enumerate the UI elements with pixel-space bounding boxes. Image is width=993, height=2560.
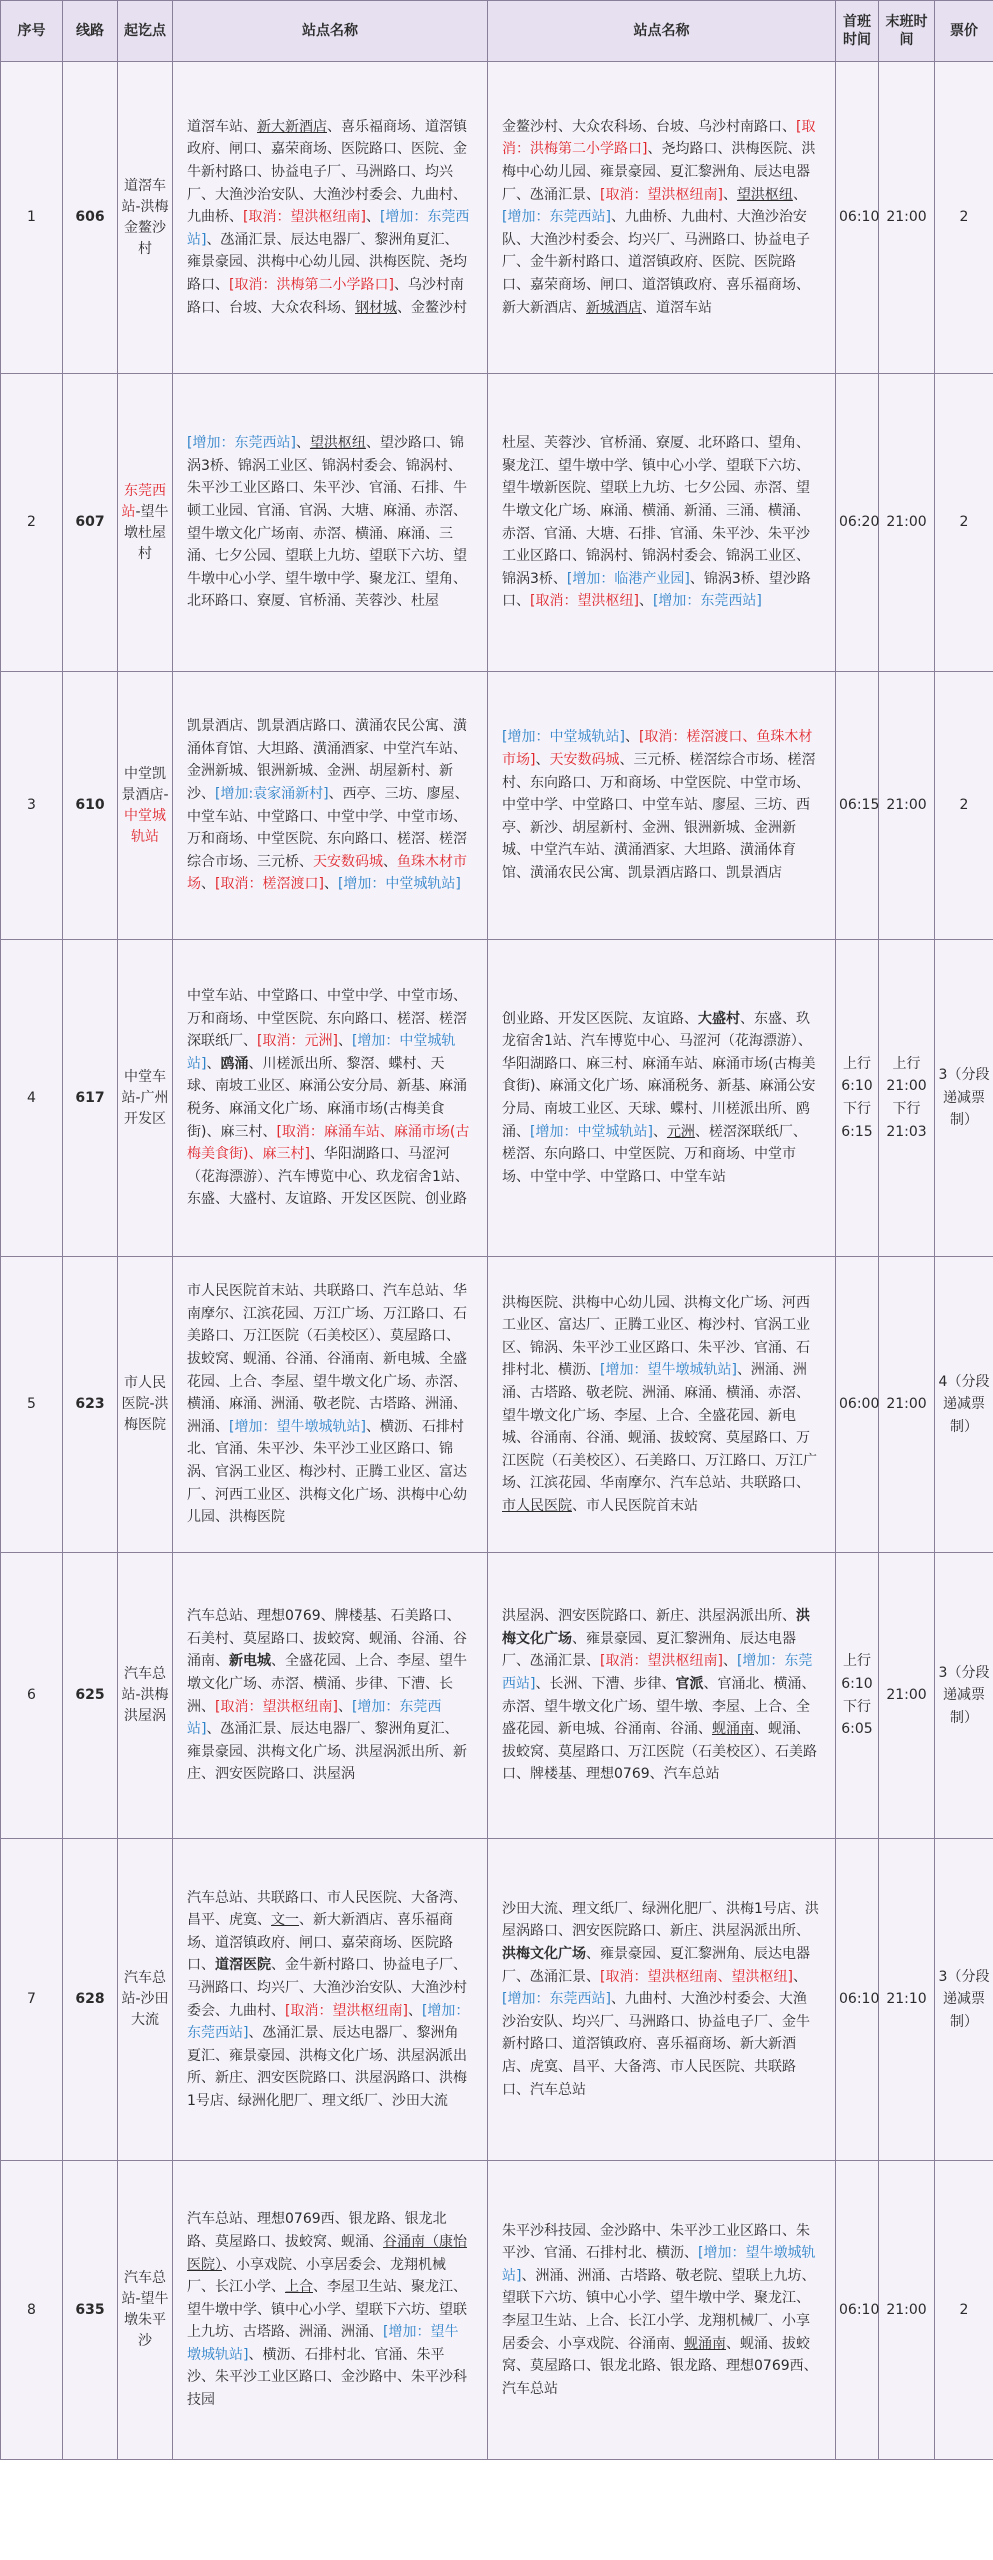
row-number: 4 bbox=[1, 940, 63, 1257]
stop-text: 新电城 bbox=[229, 1653, 271, 1670]
stop-text: 、洲涌、洲涌、古塔路、敬老院、望联上九坊、望联下六坊、镇中心小学、望牛墩中学、聚龙江、李屋卫生站、上合、长江小学、龙翔机械厂、小享居委会、小享戏院、谷涌南、 bbox=[502, 2267, 816, 2352]
stops-outbound bbox=[173, 1839, 488, 2161]
stop-text: 望洪枢纽 bbox=[309, 435, 366, 452]
header-first-bus: 首班时间 bbox=[836, 1, 879, 62]
last-bus-time: 上行 21:00 下行 21:03 bbox=[879, 940, 935, 1257]
stop-text: 洪屋涡、泗安医院路口、新庄、洪屋涡派出所、 bbox=[502, 1608, 796, 1625]
route-number: 607 bbox=[63, 374, 118, 672]
added-stop-note: [增加：望牛墩城轨站] bbox=[502, 2245, 816, 2284]
stop-text: 、九曲桥、九曲村、大渔沙治安队、大渔沙村委会、均兴厂、马洲路口、协益电子厂、金牛新村路口、道滘镇政府、医院、医院路口、嘉荣商场、闸口、道滘镇政府、喜乐福商场、新大新酒店、 bbox=[502, 209, 810, 316]
stop-text: 大盛村 bbox=[698, 1010, 740, 1027]
row-number: 6 bbox=[1, 1553, 63, 1839]
stop-text: 洪梅文化广场 bbox=[502, 1946, 586, 1963]
fare: 2 bbox=[935, 2161, 993, 2460]
stop-text: 谷涌南（康怡医院） bbox=[187, 2233, 467, 2273]
stop-text: 汽车总站、理想0769西、银龙路、银龙北路、莫屋路口、拔蛟窝、蚬涌、 bbox=[187, 2211, 447, 2250]
stop-text: 、 bbox=[624, 729, 639, 746]
stop-text: 中堂凯景酒店- bbox=[121, 765, 169, 803]
stops-inbound bbox=[488, 374, 836, 672]
route-number: 635 bbox=[63, 2161, 118, 2460]
stop-text: 朱平沙科技园、金沙路中、朱平沙工业区路口、朱平沙、官涌、石排村北、横沥、 bbox=[502, 2222, 810, 2262]
removed-stop-note: [取消：麻涌车站、麻涌市场(古梅美食街)、麻三村] bbox=[187, 1123, 470, 1163]
stop-text: 、小享戏院、小享居委会、龙翔机械厂、长江小学、 bbox=[187, 2256, 446, 2296]
route-endpoints bbox=[118, 62, 173, 374]
stops-outbound bbox=[173, 672, 488, 940]
stop-text: 创业路、开发区医院、友谊路、 bbox=[502, 1010, 698, 1027]
stop-text: 、 bbox=[337, 1698, 352, 1715]
added-stop-note: [增加：中堂城轨站] bbox=[530, 1123, 653, 1140]
header-last-bus: 末班时间 bbox=[879, 1, 935, 62]
removed-stop-note: [取消：槎滘渡口] bbox=[215, 876, 324, 893]
stops-inbound bbox=[488, 62, 836, 374]
stop-text: 、金牛新村路口、协益电子厂、马洲路口、均兴厂、大渔沙治安队、大渔沙村委会、九曲村、 bbox=[187, 1957, 467, 2019]
first-bus-time: 06:20 bbox=[836, 374, 879, 672]
header-stops-b: 站点名称 bbox=[488, 1, 836, 62]
header-fare: 票价 bbox=[935, 1, 993, 62]
stop-text: 市人民医院 bbox=[502, 1497, 572, 1514]
removed-stop-note: 中堂城轨站 bbox=[124, 807, 166, 845]
stop-text: 、氹涌汇景、辰达电器厂、黎洲角夏汇、雍景豪园、洪梅文化广场、洪屋涡派出所、新庄、泗安医院路口、洪屋涡 bbox=[187, 1721, 467, 1783]
stop-text: 、横沥、石排村北、官涌、朱平沙、朱平沙工业区路口、金沙路中、朱平沙科技园 bbox=[187, 2346, 467, 2409]
first-bus-time: 06:15 bbox=[836, 672, 879, 940]
stop-text: 、尧均路口、洪梅医院、洪梅中心幼儿园、雍景豪园、夏汇黎洲角、辰达电器厂、氹涌汇景、 bbox=[502, 141, 816, 203]
added-stop-note: [增加：东莞西站] bbox=[187, 435, 296, 452]
first-bus-time: 06:10 bbox=[836, 62, 879, 374]
first-bus-time: 06:00 bbox=[836, 1257, 879, 1553]
first-bus-time: 06:10 bbox=[836, 2161, 879, 2460]
removed-stop-note: [取消：望洪枢纽] bbox=[530, 593, 639, 610]
route-number: 623 bbox=[63, 1257, 118, 1553]
table-row bbox=[1, 940, 993, 1257]
stops-inbound bbox=[488, 1553, 836, 1839]
stop-text: 、 bbox=[792, 186, 807, 203]
route-number: 628 bbox=[63, 1839, 118, 2161]
stop-text: 洪梅文化广场 bbox=[502, 1608, 810, 1647]
removed-stop-note: 天安数码城 bbox=[549, 752, 620, 769]
header-row bbox=[1, 1, 993, 62]
stop-text: 、蚬涌、拔蛟窝、莫屋路口、银龙北路、银龙路、理想0769西、汽车总站 bbox=[502, 2335, 818, 2397]
header-endpoints: 起讫点 bbox=[118, 1, 173, 62]
stop-text: 、 bbox=[201, 876, 215, 893]
added-stop-note: [增加：东莞西站] bbox=[502, 1991, 611, 2008]
added-stop-note: [增加:袁家涌新村] bbox=[215, 785, 329, 802]
stop-text: 蚬涌南 bbox=[684, 2335, 726, 2352]
row-number: 5 bbox=[1, 1257, 63, 1553]
stop-text: 、 bbox=[365, 209, 380, 226]
stop-text: 、氹涌汇景、辰达电器厂、黎洲角夏汇、雍景豪园、洪梅中心幼儿园、洪梅医院、尧均路口、 bbox=[187, 231, 467, 293]
route-endpoints bbox=[118, 2161, 173, 2460]
stop-text: 、道滘车站 bbox=[642, 299, 712, 316]
stop-text: 、喜乐福商场、道滘镇政府、闸口、嘉荣商场、医院路口、医院、金牛新村路口、协益电子厂、马洲路口、均兴厂、大渔沙治安队、大渔沙村委会、九曲村、九曲桥、 bbox=[187, 118, 467, 226]
removed-stop-note: [取消：元洲] bbox=[257, 1033, 338, 1050]
last-bus-time: 21:00 bbox=[879, 1257, 935, 1553]
stops-outbound bbox=[173, 374, 488, 672]
fare: 2 bbox=[935, 374, 993, 672]
last-bus-time: 21:00 bbox=[879, 374, 935, 672]
stop-text: 蚬涌南 bbox=[712, 1721, 754, 1738]
stop-text: 、长洲、下漕、步律、 bbox=[535, 1675, 676, 1692]
stop-text: 、官涌北、横涌、赤滘、望牛墩文化广场、望牛墩、李屋、上合、全盛花园、新电城、谷涌南、谷涌、 bbox=[502, 1675, 816, 1738]
last-bus-time: 21:10 bbox=[879, 1839, 935, 2161]
header-stops-a: 站点名称 bbox=[173, 1, 488, 62]
stop-text: 汽车总站-望牛墩朱平沙 bbox=[121, 2270, 169, 2349]
stop-text: 鸥涌 bbox=[220, 1055, 249, 1072]
stop-text: 、雍景豪园、夏汇黎洲角、辰达电器厂、氹涌汇景、 bbox=[502, 1946, 810, 1985]
route-endpoints bbox=[118, 374, 173, 672]
stop-text: 、乌沙村南路口、台坡、大众农科场、 bbox=[187, 276, 464, 316]
stops-inbound bbox=[488, 940, 836, 1257]
added-stop-note: [增加：望牛墩城轨站] bbox=[187, 2324, 459, 2363]
stop-text: 、望沙路口、锦涡3桥、锦涡工业区、锦涡村委会、锦涡村、朱平沙工业区路口、朱平沙、官涌、石排、牛顿工业园、官涌、官涡、大塘、麻涌、赤滘、望牛墩文化广场南、赤滘、横涌、麻涌、三涌、七夕公园、望联上九坊、望联下六坊、望牛墩中心小学、望牛墩中学、聚龙江、望角、北环路口、寮厦、官桥涌、芙蓉沙、杜屋 bbox=[187, 435, 467, 610]
stop-text: 道滘医院 bbox=[215, 1957, 271, 1974]
removed-stop-note: 东莞西站 bbox=[121, 482, 166, 520]
route-number: 625 bbox=[63, 1553, 118, 1839]
route-number: 617 bbox=[63, 940, 118, 1257]
table-row bbox=[1, 62, 993, 374]
stops-outbound bbox=[173, 940, 488, 1257]
stops-inbound bbox=[488, 2161, 836, 2460]
stop-text: 洪梅医院、洪梅中心幼儿园、洪梅文化广场、河西工业区、富达厂、正腾工业区、梅沙村、官涡工业区、锦涡、朱平沙工业区路口、朱平沙、官涌、石排村北、横沥、 bbox=[502, 1294, 810, 1379]
stops-inbound bbox=[488, 672, 836, 940]
stop-text: -望牛墩杜屋村 bbox=[124, 503, 169, 562]
stop-text: 市人民医院-洪梅医院 bbox=[121, 1375, 169, 1433]
stop-text: 、川槎派出所、黎滘、蝶村、天球、南坡工业区、麻涌公安分局、新基、麻涌税务、麻涌文化广场、麻涌市场(古梅美食街)、麻三村、 bbox=[187, 1055, 467, 1140]
stop-text: 汽车总站、理想0769、牌楼基、石美路口、石美村、莫屋路口、拔蛟窝、蚬涌、谷涌、谷涌南、 bbox=[187, 1608, 467, 1670]
removed-stop-note: [取消：望洪枢纽南] bbox=[600, 186, 723, 203]
removed-stop-note: [取消：望洪枢纽南] bbox=[600, 1653, 723, 1670]
row-number: 8 bbox=[1, 2161, 63, 2460]
removed-stop-note: [取消：望洪枢纽南] bbox=[243, 209, 366, 226]
stop-text: 、 bbox=[792, 1968, 807, 1985]
stop-text: 新大新酒店 bbox=[257, 118, 327, 135]
stop-text: 、雍景豪园、夏汇黎洲角、辰达电器厂、氹涌汇景、 bbox=[502, 1630, 796, 1670]
route-endpoints bbox=[118, 1553, 173, 1839]
row-number: 1 bbox=[1, 62, 63, 374]
header-no: 序号 bbox=[1, 1, 63, 62]
stop-text: 汽车总站-洪梅洪屋涡 bbox=[121, 1666, 169, 1724]
stop-text: 、 bbox=[535, 752, 550, 769]
stop-text: 、蚬涌、拔蛟窝、莫屋路口、万江医院（石美校区）、石美路口、牌楼基、理想0769、汽车总站 bbox=[502, 1721, 817, 1783]
added-stop-note: [增加：望牛墩城轨站] bbox=[600, 1362, 737, 1379]
fare: 2 bbox=[935, 672, 993, 940]
stop-text: 中堂车站-广州开发区 bbox=[121, 1068, 169, 1127]
table-row bbox=[1, 672, 993, 940]
stop-text: 元洲 bbox=[666, 1123, 695, 1140]
stops-inbound bbox=[488, 1839, 836, 2161]
stop-text: 道滘车站-洪梅金鳌沙村 bbox=[121, 177, 169, 257]
stops-outbound bbox=[173, 2161, 488, 2460]
stop-text: 、 bbox=[295, 435, 310, 452]
stop-text: 、槎滘深联纸厂、槎滘、东向路口、中堂医院、万和商场、中堂市场、中堂中学、中堂路口、中堂车站 bbox=[502, 1123, 807, 1185]
stop-text: 、锦涡3桥、望沙路口、 bbox=[502, 570, 811, 610]
fare: 3（分段递减票制） bbox=[935, 1839, 993, 2161]
added-stop-note: [增加：中堂城轨站] bbox=[502, 729, 625, 746]
row-number: 7 bbox=[1, 1839, 63, 2161]
stop-text: 钢材城 bbox=[355, 299, 397, 316]
route-number: 606 bbox=[63, 62, 118, 374]
removed-stop-note: [取消：槎滘渡口、鱼珠木材市场] bbox=[502, 729, 813, 769]
stop-text: 凯景酒店、凯景酒店路口、潢涌农民公寓、潢涌体育馆、大坦路、潢涌酒家、中堂汽车站、金洲新城、银洲新城、金洲、胡屋新村、新沙、 bbox=[187, 718, 467, 802]
removed-stop-note: [取消：望洪枢纽南、望洪枢纽] bbox=[600, 1968, 793, 1985]
stop-text: 、李屋卫生站、聚龙江、望牛墩中学、镇中心小学、望联下六坊、望联上九坊、古塔路、洲涌、洲涌、 bbox=[187, 2279, 467, 2341]
route-number: 610 bbox=[63, 672, 118, 940]
added-stop-note: [增加：望牛墩城轨站] bbox=[229, 1418, 366, 1435]
stop-text: 、洲涌、洲涌、古塔路、敬老院、洲涌、麻涌、横涌、赤滘、望牛墩文化广场、李屋、上合、全盛花园、新电城、谷涌南、谷涌、蚬涌、拔蛟窝、莫屋路口、万江医院（石美校区）、石美路口、万江路口、万江广场、江滨花园、华南摩尔、汽车总站、共联路口、 bbox=[502, 1362, 817, 1492]
stop-text: 沙田大流、理文纸厂、绿洲化肥厂、洪梅1号店、洪屋涡路口、泗安医院路口、新庄、洪屋涡派出所、 bbox=[502, 1900, 819, 1940]
stop-text: 、西亭、三坊、廖屋、中堂车站、中堂路口、中堂中学、中堂市场、万和商场、中堂医院、东向路口、槎滘、槎滘综合市场、三元桥、 bbox=[187, 785, 469, 870]
table-row bbox=[1, 374, 993, 672]
stops-outbound bbox=[173, 1553, 488, 1839]
stop-text: 上合 bbox=[285, 2279, 313, 2296]
stop-text: 道滘车站、 bbox=[187, 118, 257, 135]
stop-text: 、华阳湖路口、马涩河（花海漂游）、汽车博览中心、玖龙宿舍1站、东盛、大盛村、友谊路、开发区医院、创业路 bbox=[187, 1146, 469, 1208]
stop-text: 、 bbox=[407, 2002, 422, 2019]
header-route: 线路 bbox=[63, 1, 118, 62]
fare: 4（分段递减票制） bbox=[935, 1257, 993, 1553]
route-endpoints bbox=[118, 1257, 173, 1553]
table-row bbox=[1, 1839, 993, 2161]
added-stop-note: [增加：东莞西站] bbox=[187, 2002, 470, 2042]
added-stop-note: [增加：东莞西站] bbox=[502, 209, 611, 226]
stop-text: 、 bbox=[652, 1123, 667, 1140]
stop-text: 、氹涌汇景、辰达电器厂、黎洲角夏汇、雍景豪园、洪梅文化广场、洪屋涡派出所、新庄、泗安医院路口、洪屋涡路口、洪梅1号店、绿洲化肥厂、理文纸厂、沙田大流 bbox=[187, 2025, 467, 2109]
stop-text: 、三元桥、槎滘综合市场、槎滘村、东向路口、万和商场、中堂医院、中堂市场、中堂中学、中堂路口、中堂车站、廖屋、三坊、西亭、新沙、胡屋新村、金洲、银洲新城、金洲新城、中堂汽车站、潢涌酒家、大坦路、潢涌体育馆、潢涌农民公寓、凯景酒店路口、凯景酒店 bbox=[502, 752, 816, 881]
stop-text: 汽车总站、共联路口、市人民医院、大备湾、昌平、虎寞、 bbox=[187, 1889, 467, 1929]
removed-stop-note: 鱼珠木材市场 bbox=[187, 853, 467, 893]
stop-text: 中堂车站、中堂路口、中堂中学、中堂市场、万和商场、中堂医院、东向路口、槎滘、槎滘深联纸厂、 bbox=[187, 988, 467, 1050]
table-body bbox=[1, 62, 993, 2460]
stop-text: 汽车总站-沙田大流 bbox=[121, 1970, 169, 2028]
last-bus-time: 21:00 bbox=[879, 1553, 935, 1839]
route-endpoints bbox=[118, 672, 173, 940]
removed-stop-note: 天安数码城 bbox=[313, 853, 383, 870]
stops-outbound bbox=[173, 62, 488, 374]
stop-text: 新城酒店 bbox=[586, 299, 642, 316]
fare: 2 bbox=[935, 62, 993, 374]
stop-text: 、市人民医院首末站 bbox=[572, 1497, 698, 1514]
first-bus-time: 上行 6:10 下行 6:05 bbox=[836, 1553, 879, 1839]
fare: 3（分段递减票制） bbox=[935, 940, 993, 1257]
stop-text: 文一 bbox=[271, 1912, 299, 1929]
stop-text: 、 bbox=[722, 1653, 737, 1670]
removed-stop-note: [取消：望洪枢纽南] bbox=[285, 2002, 408, 2019]
stop-text: 市人民医院首末站、共联路口、汽车总站、华南摩尔、江滨花园、万江广场、万江路口、石美路口、万江医院（石美校区）、莫屋路口、拔蛟窝、蚬涌、谷涌、谷涌南、新电城、全盛花园、上合、李屋、望牛墩文化广场、赤滘、横涌、麻涌、洲涌、敬老院、古塔路、洲涌、洲涌、 bbox=[187, 1283, 467, 1435]
added-stop-note: [增加：东莞西站] bbox=[187, 209, 470, 248]
stop-text: 、 bbox=[323, 876, 338, 893]
stops-inbound bbox=[488, 1257, 836, 1553]
first-bus-time: 06:10 bbox=[836, 1839, 879, 2161]
stop-text: 、 bbox=[337, 1033, 352, 1050]
added-stop-note: [增加：中堂城轨站] bbox=[187, 1033, 456, 1072]
stop-text: 、 bbox=[638, 593, 653, 610]
fare: 3（分段递减票制） bbox=[935, 1553, 993, 1839]
stop-text: 、金鳌沙村 bbox=[397, 299, 467, 316]
stop-text: 杜屋、芙蓉沙、官桥涌、寮厦、北环路口、望角、聚龙江、望牛墩中学、镇中心小学、望联下六坊、望牛墩新医院、望联上九坊、七夕公园、赤滘、望牛墩文化广场、麻涌、横涌、新涌、三涌、横涌、赤滘、官涌、大塘、石排、官涌、朱平沙、朱平沙工业区路口、锦涡村、锦涡村委会、锦涡工业区、锦涡3桥、 bbox=[502, 435, 810, 587]
route-endpoints bbox=[118, 940, 173, 1257]
stop-text: 、九曲村、大渔沙村委会、大渔沙治安队、均兴厂、马洲路口、协益电子厂、金牛新村路口、道滘镇政府、喜乐福商场、新大新酒店、虎寞、昌平、大备湾、市人民医院、共联路口、汽车总站 bbox=[502, 1991, 810, 2098]
stop-text: 官派 bbox=[675, 1675, 704, 1692]
table-row bbox=[1, 1257, 993, 1553]
stop-text: 、 bbox=[722, 186, 737, 203]
added-stop-note: [增加：中堂城轨站] bbox=[337, 876, 461, 893]
first-bus-time: 上行 6:10 下行 6:15 bbox=[836, 940, 879, 1257]
table-row bbox=[1, 2161, 993, 2460]
stop-text: 、新大新酒店、喜乐福商场、道滘镇政府、闸口、嘉荣商场、医院路口、 bbox=[187, 1912, 453, 1974]
stop-text: 、 bbox=[383, 853, 397, 870]
added-stop-note: [增加：临港产业园] bbox=[566, 570, 690, 587]
stop-text: 、 bbox=[206, 1055, 221, 1072]
stop-text: 、横沥、石排村北、官涌、朱平沙、朱平沙工业区路口、锦涡、官涡工业区、梅沙村、正腾工业区、富达厂、河西工业区、洪梅文化广场、洪梅中心幼儿园、洪梅医院 bbox=[187, 1418, 467, 1526]
table-row bbox=[1, 1553, 993, 1839]
last-bus-time: 21:00 bbox=[879, 672, 935, 940]
removed-stop-note: [取消：望洪枢纽南] bbox=[215, 1698, 338, 1715]
removed-stop-note: [取消：洪梅第二小学路口] bbox=[502, 118, 816, 158]
stop-text: 金鳌沙村、大众农科场、台坡、乌沙村南路口、 bbox=[502, 118, 796, 135]
stops-outbound bbox=[173, 1257, 488, 1553]
last-bus-time: 21:00 bbox=[879, 2161, 935, 2460]
added-stop-note: [增加：东莞西站] bbox=[652, 593, 762, 610]
row-number: 2 bbox=[1, 374, 63, 672]
added-stop-note: [增加：东莞西站] bbox=[502, 1653, 813, 1692]
stop-text: 、全盛花园、上合、李屋、望牛墩文化广场、赤滘、横涌、步律、下漕、长洲、 bbox=[187, 1653, 467, 1715]
route-endpoints bbox=[118, 1839, 173, 2161]
last-bus-time: 21:00 bbox=[879, 62, 935, 374]
row-number: 3 bbox=[1, 672, 63, 940]
stop-text: 望洪枢纽 bbox=[736, 186, 793, 203]
stop-text: 、东盛、玖龙宿舍1站、汽车博览中心、马涩河（花海漂游）、华阳湖路口、麻三村、麻涌车站、麻涌市场(古梅美食街)、麻涌文化广场、麻涌税务、新基、麻涌公安分局、南坡工业区、天球、蝶村、川槎派出所、鸥涌、 bbox=[502, 1010, 816, 1140]
added-stop-note: [增加：东莞西站] bbox=[187, 1698, 442, 1738]
removed-stop-note: [取消：洪梅第二小学路口] bbox=[229, 276, 394, 293]
